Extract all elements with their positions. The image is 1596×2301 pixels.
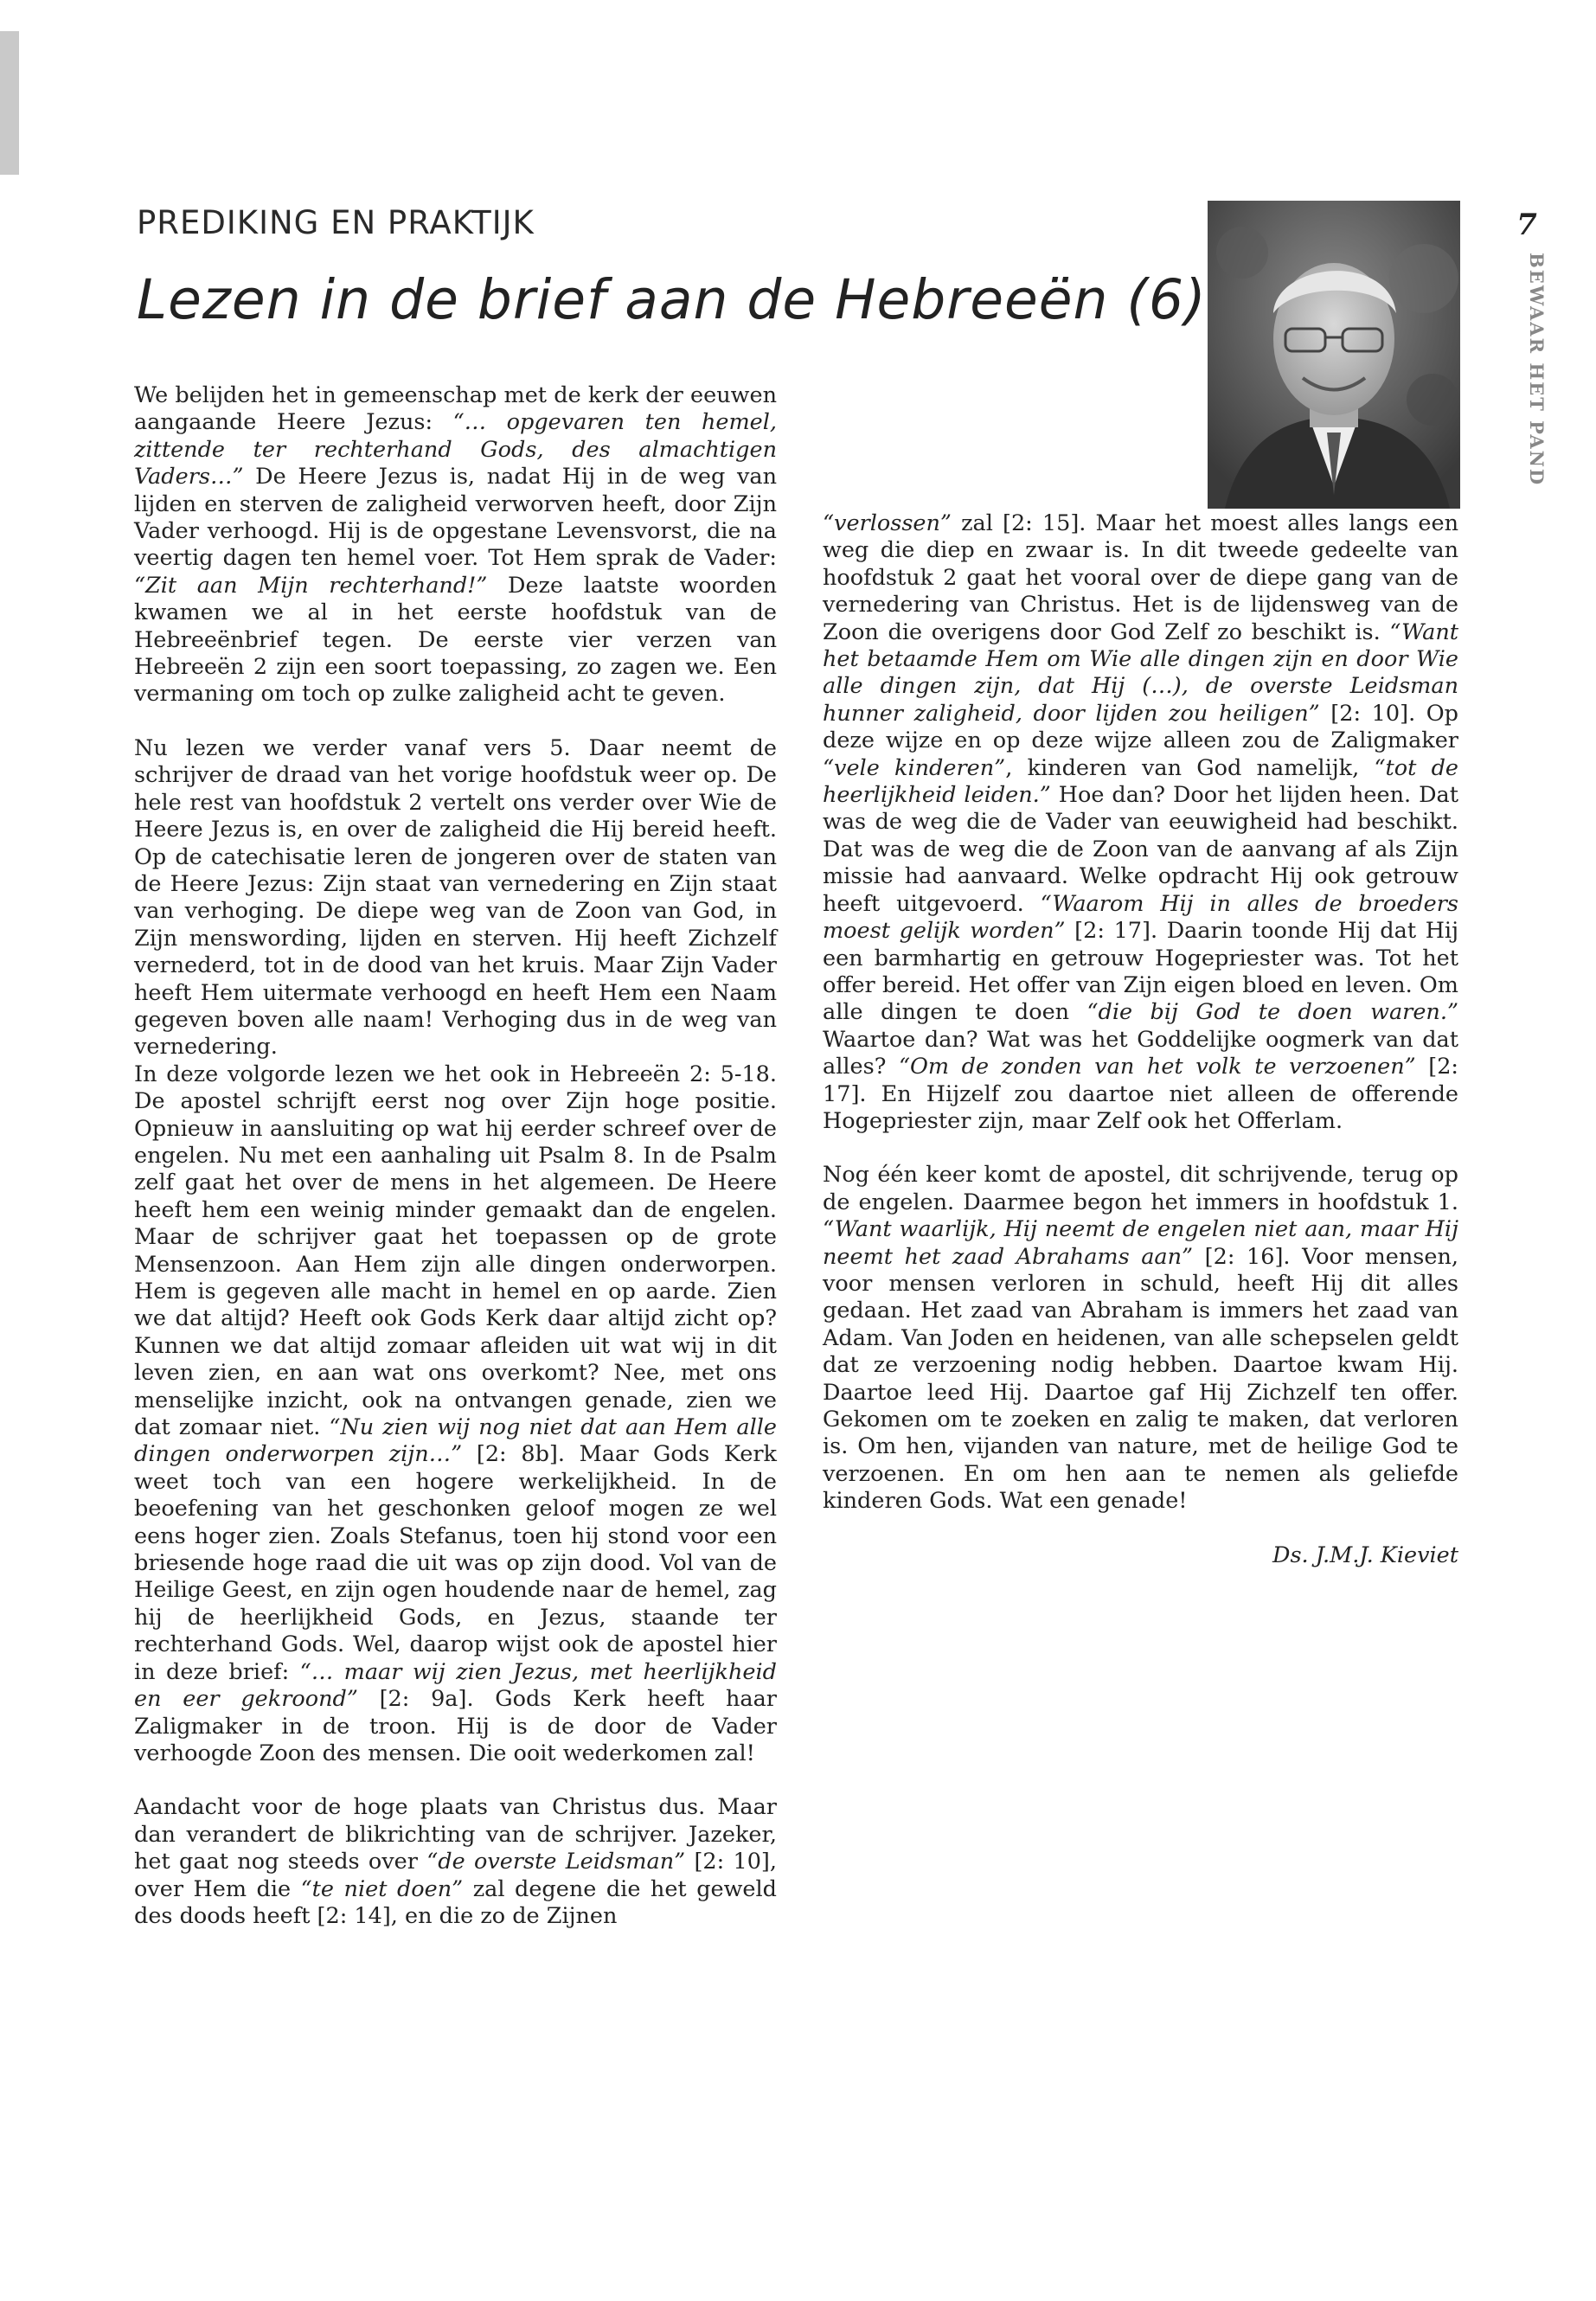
- author-portrait-photo: [1208, 201, 1460, 509]
- paragraph: Nu lezen we verder vanaf vers 5. Daar neemt de schrijver de draad van het vorige hoofdstuk weer op. De hele rest van hoofdstuk 2 vertelt ons verder over Wie de Heere Jezus is, en over de zaligheid die Hij bereid heeft. Op de catechisatie leren de jongeren over de staten van de Heere Jezus: Zijn staat van vernedering en Zijn staat van verhoging. De diepe weg van de Zoon van God, in Zijn menswording, lijden en sterven. Hij heeft Zichzelf vernederd, tot in de dood van het kruis. Maar Zijn Vader heeft Hem uitermate verhoogd en heeft Hem een Naam gegeven boven alle naam! Verhoging dus in de weg van vernedering.: [134, 734, 777, 1061]
- paragraph: Nog één keer komt de apostel, dit schrijvende, terug op de engelen. Daarmee begon het immers in hoofdstuk 1. “Want waarlijk, Hij neemt de engelen niet aan, maar Hij neemt het zaad Abrahams aan” [2: 16]. Voor mensen, voor mensen verloren in schuld, heeft Hij dit alles gedaan. Het zaad van Abraham is immers het zaad van Adam. Van Joden en heidenen, van alle schepselen geldt dat ze verzoening nodig hebben. Daartoe kwam Hij. Daartoe leed Hij. Daartoe gaf Hij Zichzelf ten offer. Gekomen om te zoeken en zalig te maken, dat verloren is. Om hen, vijanden van nature, met de heilige God te verzoenen. En om hen aan te nemen als geliefde kinderen Gods. Wat een genade!: [823, 1162, 1458, 1515]
- paragraph: Aandacht voor de hoge plaats van Christus dus. Maar dan verandert de blikrichting van de schrijver. Jazeker, het gaat nog steeds over “de overste Leidsman” [2: 10], over Hem die “te niet doen” zal degene die het geweld des doods heeft [2: 14], en die zo de Zijnen: [134, 1794, 778, 1929]
- section-label: PREDIKING EN PRAKTIJK: [137, 204, 535, 241]
- article-title: Lezen in de brief aan de Hebreeën (6): [137, 268, 1207, 331]
- column-right: [823, 510, 1458, 1569]
- magazine-name: BEWAAR HET PAND: [1526, 253, 1548, 487]
- portrait-image-icon: [1208, 201, 1460, 509]
- paragraph: In deze volgorde lezen we het ook in Hebreeën 2: 5-18. De apostel schrijft eerst nog over Zijn hoge positie. Opnieuw in aansluiting op wat hij eerder schreef over de engelen. Nu met een aanhaling uit Psalm 8. In de Psalm zelf gaat het over de mens in het algemeen. De Heere heeft hem een weinig minder gemaakt dan de engelen. Maar de schrijver gaat het toepassen op de grote Mensenzoon. Aan Hem zijn alle dingen onderworpen. Hem is gegeven alle macht in hemel en op aarde. Zien we dat altijd? Heeft ook Gods Kerk daar altijd zicht op? Kunnen we dat altijd zomaar afleiden uit wat wij in dit leven zien, en aan wat ons overkomt? Nee, met ons menselijke inzicht, ook na ontvangen genade, zien we dat zomaar niet. “Nu zien wij nog niet dat aan Hem alle dingen onderworpen zijn…” [2: 8b]. Maar Gods Kerk weet toch van een hogere werkelijkheid. In de beoefening van het geschonken geloof mogen ze wel eens hoger zien. Zoals Stefanus, toen hij stond voor een briesende hoge raad die uit was op zijn dood. Vol van de Heilige Geest, en zijn ogen houdende naar de hemel, zag hij de heerlijkheid Gods, en Jezus, staande ter rechterhand Gods. Wel, daarop wijst ook de apostel hier in deze brief: “… maar wij zien Jezus, met heerlijkheid en eer gekroond” [2: 9a]. Gods Kerk heeft haar Zaligmaker in de troon. Hij is de door de Vader verhoogde Zoon des mensen. Die ooit wederkomen zal!: [134, 1061, 777, 1766]
- column-left: [134, 382, 777, 1957]
- page-number: 7: [1516, 208, 1537, 242]
- page-edge-tab: [0, 31, 19, 175]
- paragraph: “verlossen” zal [2: 15]. Maar het moest alles langs een weg die diep en zwaar is. In dit tweede gedeelte van hoofdstuk 2 gaat het vooral over de diepe gang van de vernedering van Christus. Het is de lijdensweg van de Zoon die overigens door God Zelf zo beschikt is. “Want het betaamde Hem om Wie alle dingen zijn en door Wie alle dingen zijn, dat Hij (…), de overste Leidsman hunner zaligheid, door lijden zou heiligen” [2: 10]. Op deze wijze en op deze wijze alleen zou de Zaligmaker “vele kinderen”, kinderen van God namelijk, “tot de heerlijkheid leiden.” Hoe dan? Door het lijden heen. Dat was de weg die de Vader van eeuwigheid had beschikt. Dat was de weg die de Zoon van de aanvang af als Zijn missie had aanvaard. Welke opdracht Hij ook getrouw heeft uitgevoerd. “Waarom Hij in alles de broeders moest gelijk worden” [2: 17]. Daarin toonde Hij dat Hij een barmhartig en getrouw Hogepriester was. Tot het offer bereid. Het offer van Zijn eigen bloed en leven. Om alle dingen te doen “die bij God te doen waren.” Waartoe dan? Wat was het Goddelijke oogmerk van dat alles? “Om de zonden van het volk te verzoenen” [2: 17]. En Hijzelf zou daartoe niet alleen de offerende Hogepriester zijn, maar Zelf ook het Offerlam.: [823, 510, 1459, 1134]
- paragraph: We belijden het in gemeenschap met de kerk der eeuwen aangaande Heere Jezus: “… opgevaren ten hemel, zittende ter rechterhand Gods, des almachtigen Vaders…” De Heere Jezus is, nadat Hij in de weg van lijden en sterven de zaligheid verworven heeft, door Zijn Vader verhoogd. Hij is de opgestane Levensvorst, die na veertig dagen ten hemel voer. Tot Hem sprak de Vader: “Zit aan Mijn rechterhand!” Deze laatste woorden kwamen we al in het eerste hoofdstuk van de Hebreeënbrief tegen. De eerste vier verzen van Hebreeën 2 zijn een soort toepassing, zo zagen we. Een vermaning om toch op zulke zaligheid acht te geven.: [134, 382, 777, 708]
- author-signature: Ds. J.M.J. Kieviet: [1272, 1541, 1458, 1568]
